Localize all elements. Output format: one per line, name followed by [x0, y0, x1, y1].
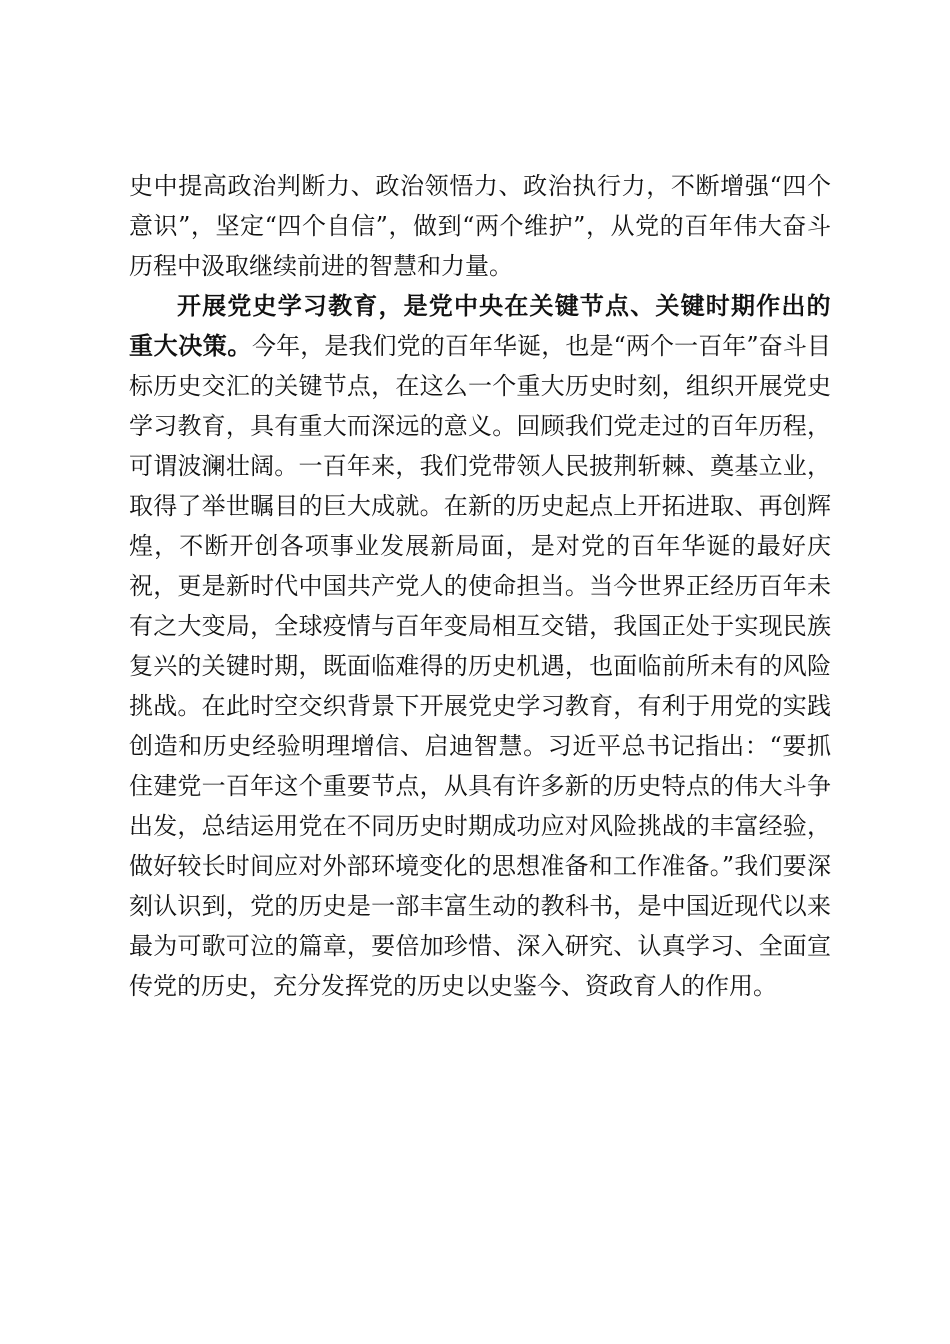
paragraph-lead-sentence: 开展党史学习教育，是党中央在关键节点、关键时期作出的重大决策。 — [129, 292, 831, 360]
document-body — [129, 166, 831, 1006]
paragraph-body-text: 今年，是我们党的百年华诞，也是“两个一百年”奋斗目标历史交汇的关键节点，在这么一个重大历史时刻，组织开展党史学习教育，具有重大而深远的意义。回顾我们党走过的百年历程，可谓波澜壮阔。一百年来，我们党带领人民披荆斩棘、奠基立业，取得了举世瞩目的巨大成就。在新的历史起点上开拓进取、再创辉煌，不断开创各项事业发展新局面，是对党的百年华诞的最好庆祝，更是新时代中国共产党人的使命担当。当今世界正经历百年未有之大变局，全球疫情与百年变局相互交错，我国正处于实现民族复兴的关键时期，既面临难得的历史机遇，也面临前所未有的风险挑战。在此时空交织背景下开展党史学习教育，有利于用党的实践创造和历史经验明理增信、启迪智慧。习近平总书记指出：“要抓住建党一百年这个重要节点，从具有许多新的历史特点的伟大斗争出发，总结运用党在不同历史时期成功应对风险挑战的丰富经验，做好较长时间应对外部环境变化的思想准备和工作准备。”我们要深刻认识到，党的历史是一部丰富生动的教科书，是中国近现代以来最为可歌可泣的篇章，要倍加珍惜、深入研究、认真学习、全面宣传党的历史，充分发挥党的历史以史鉴今、资政育人的作用。 — [129, 332, 831, 1000]
paragraph-party-history-education — [129, 286, 831, 1006]
paragraph-continuation: 史中提高政治判断力、政治领悟力、政治执行力，不断增强“四个意识”，坚定“四个自信”，做到“两个维护”，从党的百年伟大奋斗历程中汲取继续前进的智慧和力量。 — [129, 172, 831, 280]
